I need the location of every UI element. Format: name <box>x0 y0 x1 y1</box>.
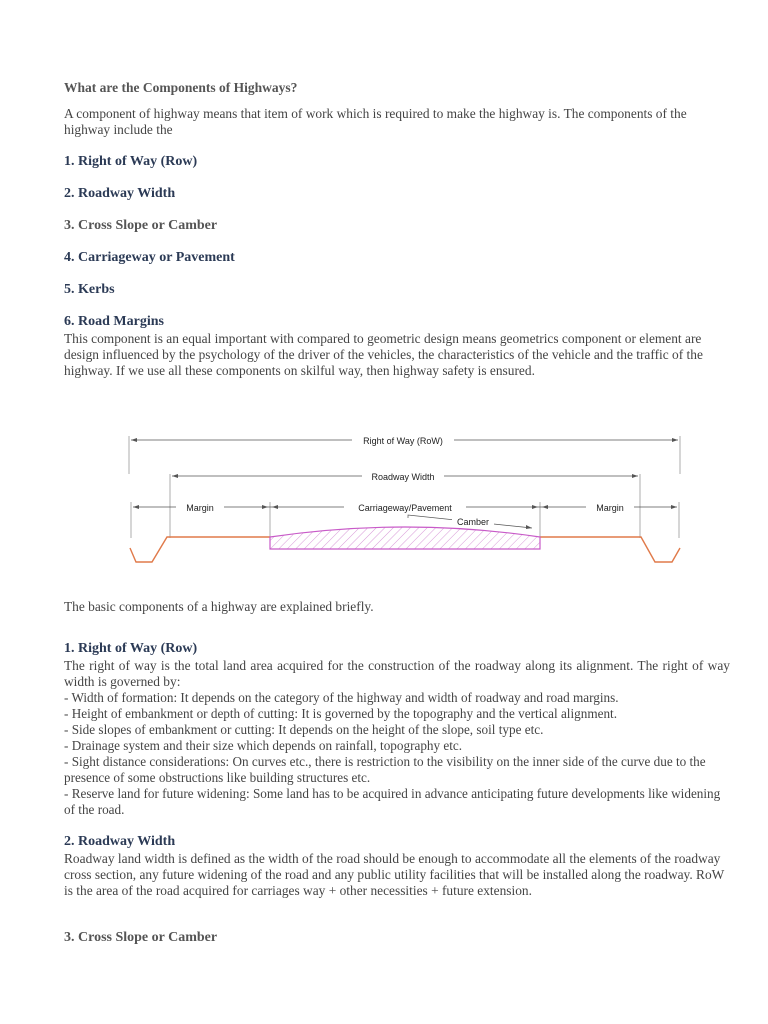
list-item: - Sight distance considerations: On curves etc., there is restriction to the visibility on the inner side of the curve due to the presence of some obstructions like building structures etc. <box>64 754 706 785</box>
list-item-roadway-width: 2. Roadway Width <box>64 186 176 201</box>
list-item-right-of-way: 1. Right of Way (Row) <box>64 154 198 169</box>
section3-heading: 3. Cross Slope or Camber <box>64 930 218 945</box>
page-title: What are the Components of Highways? <box>64 80 298 95</box>
margin-left-label: Margin <box>186 503 214 513</box>
list-item: - Reserve land for future widening: Some land has to be acquired in advance anticipating future developments like widening of the road. <box>64 786 721 817</box>
list-item: - Width of formation: It depends on the category of the highway and width of roadway and road margins. <box>64 690 619 705</box>
list-item: - Height of embankment or depth of cutting: It is governed by the topography and the vertical alignment. <box>64 706 617 721</box>
section2-heading: 2. Roadway Width <box>64 834 176 849</box>
list-item-kerbs: 5. Kerbs <box>64 282 115 297</box>
list-item-carriageway: 4. Carriageway or Pavement <box>64 250 235 265</box>
ground-profile-left <box>130 537 270 562</box>
section1-paragraph: The right of way is the total land area acquired for the construction of the roadway along its alignment. The right of way width is governed by: <box>64 658 730 690</box>
road-margins-paragraph: This component is an equal important with compared to geometric design means geometrics component or element are design influenced by the psychology of the driver of the vehicles, the characteristics of the vehicle and the traffic of the highway. If we use all these components on skilful way, then highway safety is ensured. <box>64 331 703 379</box>
section1-bullet-list <box>64 690 730 818</box>
roadway-arrow-left <box>172 474 178 478</box>
list-item: - Side slopes of embankment or cutting: It depends on the height of the slope, soil type etc. <box>64 722 544 737</box>
intro-paragraph: A component of highway means that item of work which is required to make the highway is. The components of the highway include the <box>64 106 687 138</box>
list-item: - Drainage system and their size which depends on rainfall, topography etc. <box>64 738 463 753</box>
roadway-arrow-right <box>632 474 638 478</box>
camber-label: Camber <box>456 517 490 527</box>
row-arrow-right <box>672 438 678 442</box>
section2-paragraph: Roadway land width is defined as the width of the road should be enough to accommodate all the elements of the roadway cross section, any future widening of the road and any public utility facilities that will be installed along the roadway. RoW is the area of the road acquired for carriages way + other necessities + future extension. <box>64 851 725 899</box>
ground-profile-right <box>540 537 680 562</box>
list-item-road-margins: 6. Road Margins <box>64 314 164 329</box>
basic-components-text: The basic components of a highway are explained briefly. <box>64 599 374 614</box>
row-arrow-left <box>131 438 137 442</box>
carriageway-label: Carriageway/Pavement <box>358 503 452 513</box>
margin-right-label: Margin <box>596 503 624 513</box>
highway-cross-section-diagram <box>0 420 768 580</box>
roadway-label: Roadway Width <box>371 472 435 482</box>
row-label: Right of Way (RoW) <box>363 436 443 446</box>
pavement-section <box>270 527 540 549</box>
section1-heading: 1. Right of Way (Row) <box>64 641 198 656</box>
list-item-cross-slope: 3. Cross Slope or Camber <box>64 218 218 233</box>
